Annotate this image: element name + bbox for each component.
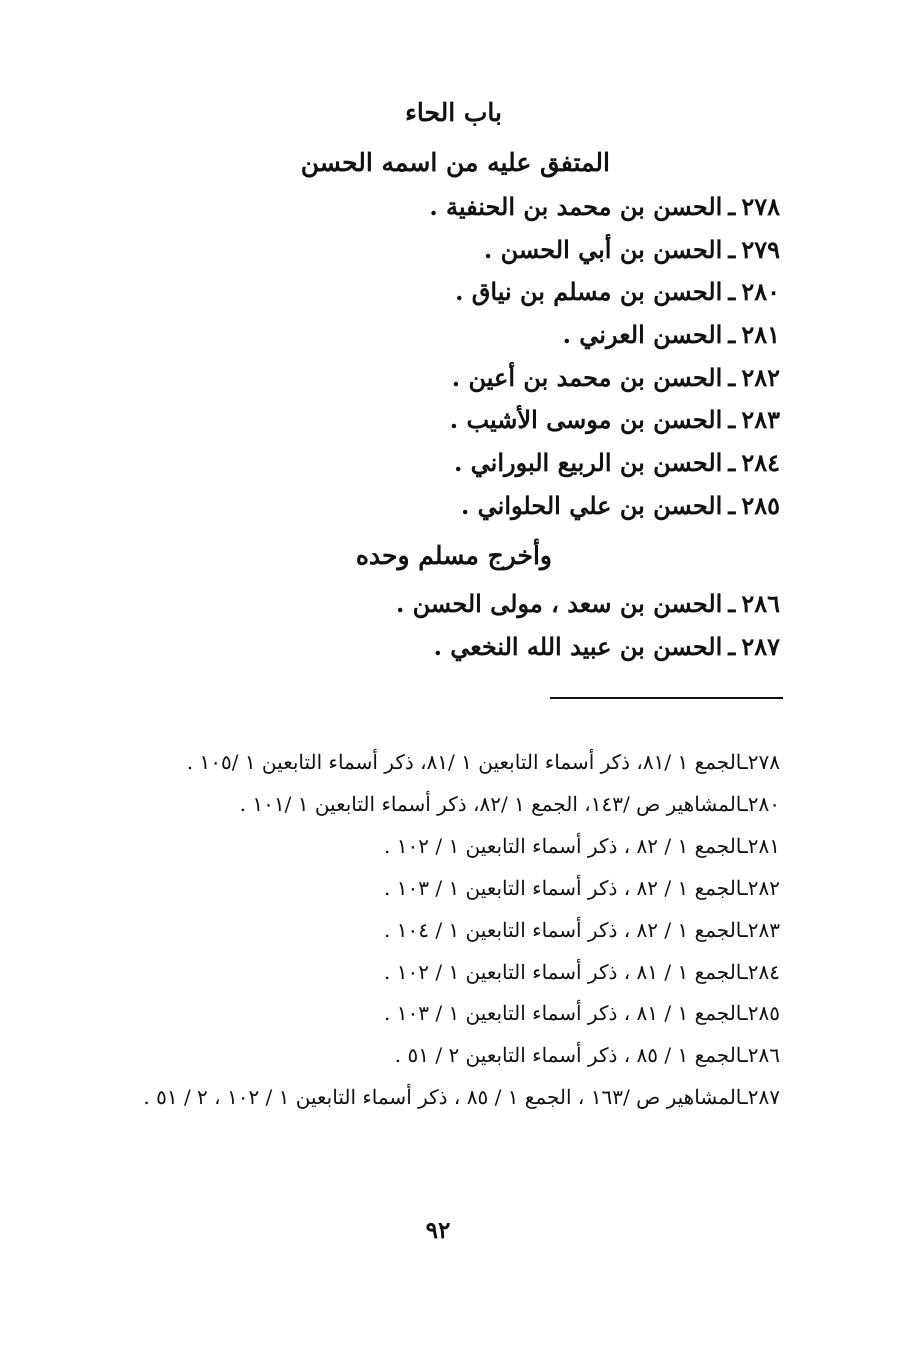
footnote-separator: ـ <box>741 959 748 984</box>
footnote-number: ٢٨٦ <box>747 1043 780 1068</box>
entry-name: الحسن العرني . <box>562 320 723 350</box>
entry-separator: ـ <box>728 362 736 392</box>
entry-name: الحسن بن عبيد الله النخعي . <box>433 631 723 661</box>
entry-separator: ـ <box>728 490 736 520</box>
section-title-muslim-only: وأخرج مسلم وحده <box>355 541 552 570</box>
footnote-text: الجمع ١ /٨١، ذكر أسماء التابعين ١ /٨١، ذكر أسماء التابعين ١ /١٠٥ . <box>186 750 742 774</box>
footnote-separator: ـ <box>741 1043 748 1068</box>
entry-number: ٢٨٣ <box>741 405 780 435</box>
list-item <box>180 229 780 272</box>
footnote <box>100 910 780 952</box>
footnote-number: ٢٨٤ <box>747 959 780 984</box>
footnote-text: الجمع ١ / ٨٢ ، ذكر أسماء التابعين ١ / ١٠٢ . <box>384 833 742 858</box>
footnote-number: ٢٨٥ <box>747 1001 780 1026</box>
entry-name: الحسن بن سعد ، مولى الحسن . <box>395 589 723 618</box>
footnote-divider <box>550 697 783 699</box>
entry-number: ٢٧٩ <box>741 234 780 264</box>
entry-name: الحسن بن مسلم بن نياق . <box>455 277 723 307</box>
section-title-agreed: المتفق عليه من اسمه الحسن <box>300 148 610 177</box>
footnote-text: الجمع ١ / ٨٢ ، ذكر أسماء التابعين ١ / ١٠٣ . <box>384 875 742 900</box>
footnote-text: المشاهير ص /١٦٣ ، الجمع ١ / ٨٥ ، ذكر أسماء التابعين ١ / ١٠٢ ، ٢ / ٥١ . <box>143 1085 742 1110</box>
list-item <box>180 485 780 528</box>
footnote-list <box>100 742 780 1119</box>
entry-number: ٢٨١ <box>741 320 780 350</box>
list-item <box>180 626 780 669</box>
footnote-separator: ـ <box>741 1085 748 1110</box>
page-number: ٩٢ <box>425 1217 451 1244</box>
entry-separator: ـ <box>728 277 736 307</box>
entry-separator: ـ <box>728 192 736 221</box>
chapter-title: باب الحاء <box>405 98 502 127</box>
footnote <box>100 993 780 1035</box>
footnote-number: ٢٨٧ <box>747 1085 780 1110</box>
footnote-number: ٢٨٠ <box>747 791 780 816</box>
entry-name: الحسن بن موسى الأشيب . <box>449 405 723 435</box>
entry-separator: ـ <box>728 405 736 435</box>
footnote-separator: ـ <box>741 833 748 858</box>
entry-list-agreed <box>180 186 780 528</box>
footnote-separator: ـ <box>741 1001 748 1026</box>
entry-number: ٢٨٥ <box>741 490 780 520</box>
entry-number: ٢٨٤ <box>741 448 780 478</box>
entry-name: الحسن بن أبي الحسن . <box>483 234 723 264</box>
entry-separator: ـ <box>728 589 736 618</box>
footnote-text: الجمع ١ / ٨٢ ، ذكر أسماء التابعين ١ / ١٠٤ . <box>384 917 742 942</box>
entry-list-muslim-only <box>180 583 780 668</box>
entry-number: ٢٨٧ <box>741 631 780 661</box>
footnote-text: المشاهير ص /١٤٣، الجمع ١ /٨٢، ذكر أسماء التابعين ١ /١٠١ . <box>239 791 742 816</box>
footnote <box>100 742 780 784</box>
footnote <box>100 952 780 994</box>
footnote-text: الجمع ١ / ٨٥ ، ذكر أسماء التابعين ٢ / ٥١ . <box>394 1043 742 1068</box>
entry-number: ٢٧٨ <box>741 192 780 221</box>
footnote-text: الجمع ١ / ٨١ ، ذكر أسماء التابعين ١ / ١٠٣ . <box>384 1001 742 1026</box>
list-item <box>180 357 780 400</box>
footnote-separator: ـ <box>741 875 748 900</box>
footnote-text: الجمع ١ / ٨١ ، ذكر أسماء التابعين ١ / ١٠٢ . <box>384 959 742 984</box>
entry-separator: ـ <box>728 320 736 350</box>
footnote-number: ٢٨٢ <box>747 875 780 900</box>
footnote-number: ٢٨٣ <box>747 917 780 942</box>
entry-number: ٢٨٦ <box>741 589 780 618</box>
entry-separator: ـ <box>728 448 736 478</box>
list-item <box>180 271 780 314</box>
footnote <box>100 826 780 868</box>
footnote <box>100 868 780 910</box>
entry-name: الحسن بن علي الحلواني . <box>460 490 723 520</box>
entry-number: ٢٨٢ <box>741 362 780 392</box>
footnote-separator: ـ <box>741 750 748 774</box>
footnote <box>100 1035 780 1077</box>
entry-name: الحسن بن الربيع البوراني . <box>453 448 723 478</box>
entry-name: الحسن بن محمد بن أعين . <box>451 362 723 392</box>
footnote <box>100 784 780 826</box>
list-item <box>180 442 780 485</box>
footnote <box>100 1077 780 1119</box>
entry-separator: ـ <box>728 631 736 661</box>
list-item <box>180 314 780 357</box>
footnote-separator: ـ <box>741 791 748 816</box>
footnote-separator: ـ <box>741 917 748 942</box>
entry-number: ٢٨٠ <box>741 277 780 307</box>
entry-name: الحسن بن محمد بن الحنفية . <box>429 192 723 221</box>
list-item <box>180 399 780 442</box>
entry-separator: ـ <box>728 234 736 264</box>
footnote-number: ٢٨١ <box>747 833 780 858</box>
list-item <box>180 583 780 626</box>
list-item <box>180 186 780 229</box>
footnote-number: ٢٧٨ <box>747 750 780 774</box>
